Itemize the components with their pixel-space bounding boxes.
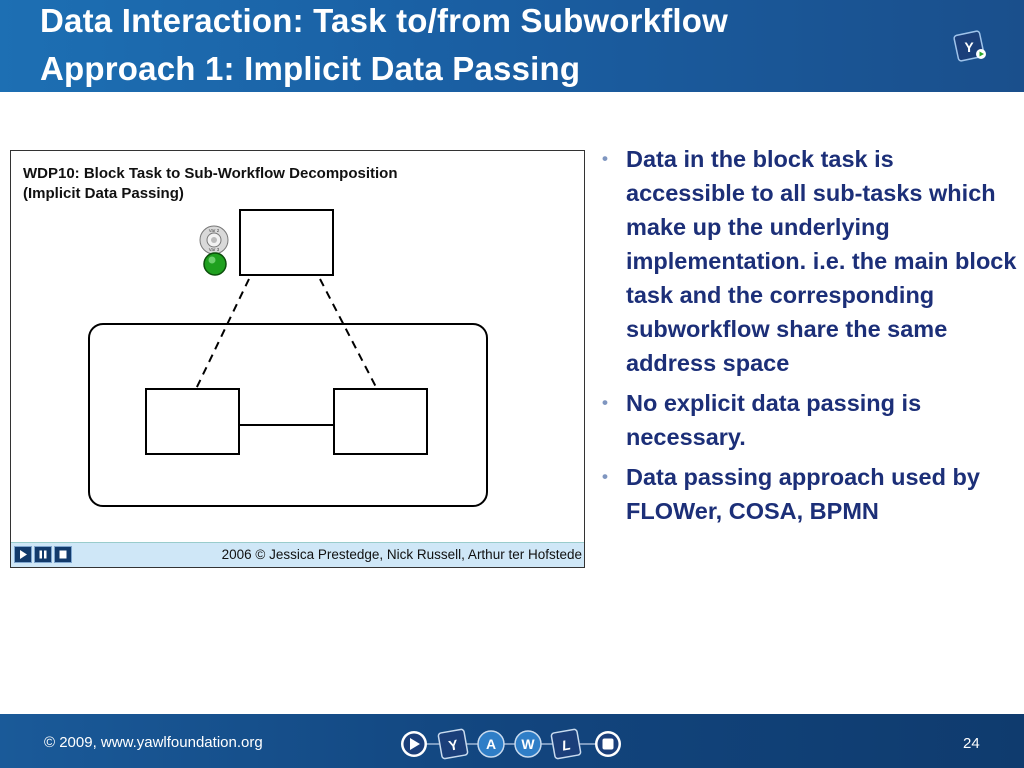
- nav-l-button[interactable]: [551, 729, 581, 759]
- execution-token: [204, 253, 226, 275]
- svg-text:L: L: [560, 736, 572, 754]
- sub-task-1-box: [146, 389, 239, 454]
- copyright-text: © 2009, www.yawlfoundation.org: [44, 734, 263, 751]
- decomposition-line-right: [320, 279, 376, 387]
- stop-icon: [55, 547, 71, 562]
- pause-button[interactable]: [34, 546, 52, 563]
- stop-icon: [603, 739, 614, 750]
- nav-a-button[interactable]: [478, 731, 504, 757]
- slide-title-line-1: Data Interaction: Task to/from Subworkflow: [40, 2, 729, 39]
- yawl-navigation: [398, 728, 630, 760]
- play-icon: [15, 547, 31, 562]
- nav-y-button[interactable]: [438, 729, 468, 759]
- stop-button[interactable]: [54, 546, 72, 563]
- slide-footer: [0, 714, 1024, 768]
- bullet-item: • Data passing approach used by FLOWer, COSA, BPMN: [598, 460, 1018, 528]
- play-button[interactable]: [14, 546, 32, 563]
- bullet-item: • Data in the block task is accessible to all sub-tasks which make up the underlying implementation. i.e. the main block task and the corresponding subworkflow share the same address space: [598, 142, 1018, 380]
- animation-controls-bar: [11, 542, 584, 567]
- page-number: 24: [963, 735, 980, 752]
- data-variable-token: [200, 226, 228, 254]
- slide-title-line-2: Approach 1: Implicit Data Passing: [40, 50, 581, 87]
- nav-w-button[interactable]: [515, 731, 541, 757]
- block-task-box: [240, 210, 333, 275]
- animation-credit: 2006 © Jessica Prestedge, Nick Russell, Arthur ter Hofstede: [221, 547, 582, 562]
- pause-icon: [35, 547, 51, 562]
- svg-text:W: W: [521, 736, 535, 752]
- animation-title-line-2: (Implicit Data Passing): [23, 185, 184, 202]
- pattern-animation-panel: [10, 150, 585, 568]
- nav-play-button[interactable]: [401, 731, 427, 757]
- bullet-dot-icon: •: [602, 149, 608, 168]
- yawl-logo-icon: [950, 27, 992, 69]
- svg-text:Y: Y: [447, 736, 460, 754]
- animation-title-line-1: WDP10: Block Task to Sub-Workflow Decomposition: [23, 165, 398, 182]
- bullet-dot-icon: •: [602, 393, 608, 412]
- sub-task-2-box: [334, 389, 427, 454]
- bullet-item: • No explicit data passing is necessary.: [598, 386, 1018, 454]
- decomposition-line-left: [196, 279, 249, 389]
- svg-text:Y: Y: [964, 39, 974, 55]
- bullet-dot-icon: •: [602, 467, 608, 486]
- token-label-bottom: Var 3: [208, 247, 220, 252]
- svg-text:A: A: [485, 736, 497, 752]
- slide-header: [0, 0, 1024, 92]
- bullet-list: [598, 142, 1018, 534]
- nav-stop-button[interactable]: [595, 731, 621, 757]
- token-label-top: Var 2: [208, 228, 220, 233]
- workflow-diagram: [11, 151, 584, 541]
